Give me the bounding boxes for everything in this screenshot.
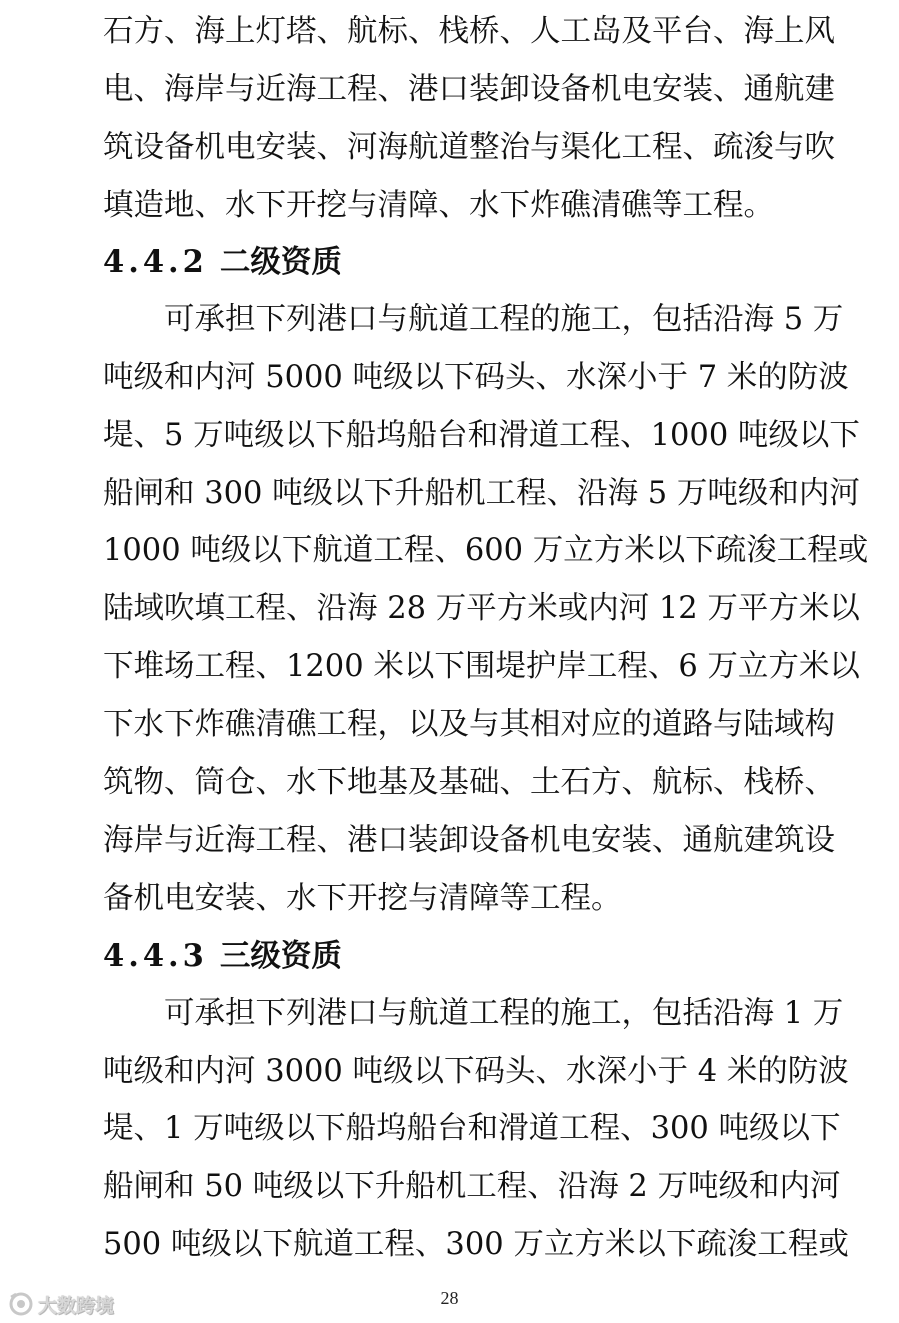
watermark-text: 大数跨境: [38, 1294, 115, 1317]
paragraph-line: 吨级和内河 5000 吨级以下码头、水深小于 7 米的防波: [103, 360, 849, 395]
paragraph-line: 电、海岸与近海工程、港口装卸设备机电安装、通航建: [103, 72, 835, 107]
section-title: 二级资质: [219, 244, 342, 280]
paragraph-line: 下水下炸礁清礁工程，以及与其相对应的道路与陆域构: [103, 707, 835, 742]
paragraph-line: 筑设备机电安装、河海航道整治与渠化工程、疏浚与吹: [103, 130, 835, 165]
section-title: 三级资质: [219, 938, 342, 974]
paragraph-line: 可承担下列港口与航道工程的施工，包括沿海 5 万: [164, 302, 844, 337]
brand-logo-icon: [8, 1291, 34, 1317]
paragraph-line: 陆域吹填工程、沿海 28 万平方米或内河 12 万平方米以: [103, 591, 860, 626]
paragraph-line: 500 吨级以下航道工程、300 万立方米以下疏浚工程或: [103, 1227, 849, 1262]
paragraph-line: 堤、5 万吨级以下船坞船台和滑道工程、1000 吨级以下: [103, 418, 860, 453]
section-heading: [103, 936, 342, 976]
paragraph-line: 吨级和内河 3000 吨级以下码头、水深小于 4 米的防波: [103, 1054, 849, 1089]
section-number: 4.4.3: [103, 938, 208, 974]
paragraph-line: 1000 吨级以下航道工程、600 万立方米以下疏浚工程或: [103, 533, 869, 568]
section-number: 4.4.2: [103, 244, 208, 280]
paragraph-line: 堤、1 万吨级以下船坞船台和滑道工程、300 吨级以下: [103, 1111, 841, 1146]
paragraph-line: 船闸和 50 吨级以下升船机工程、沿海 2 万吨级和内河: [103, 1169, 841, 1204]
paragraph-line: 船闸和 300 吨级以下升船机工程、沿海 5 万吨级和内河: [103, 476, 860, 511]
section-heading: [103, 242, 342, 282]
page-number: 28: [440, 1288, 459, 1308]
paragraph-line: 石方、海上灯塔、航标、栈桥、人工岛及平台、海上风: [103, 14, 835, 49]
watermark: [8, 1291, 114, 1317]
paragraph-line: 填造地、水下开挖与清障、水下炸礁清礁等工程。: [103, 188, 774, 223]
paragraph-line: 下堆场工程、1200 米以下围堤护岸工程、6 万立方米以: [103, 649, 860, 684]
paragraph-line: 备机电安装、水下开挖与清障等工程。: [103, 881, 622, 916]
paragraph-line: 筑物、筒仓、水下地基及基础、土石方、航标、栈桥、: [103, 765, 835, 800]
paragraph-line: 海岸与近海工程、港口装卸设备机电安装、通航建筑设: [103, 823, 835, 858]
paragraph-line: 可承担下列港口与航道工程的施工，包括沿海 1 万: [164, 996, 844, 1031]
